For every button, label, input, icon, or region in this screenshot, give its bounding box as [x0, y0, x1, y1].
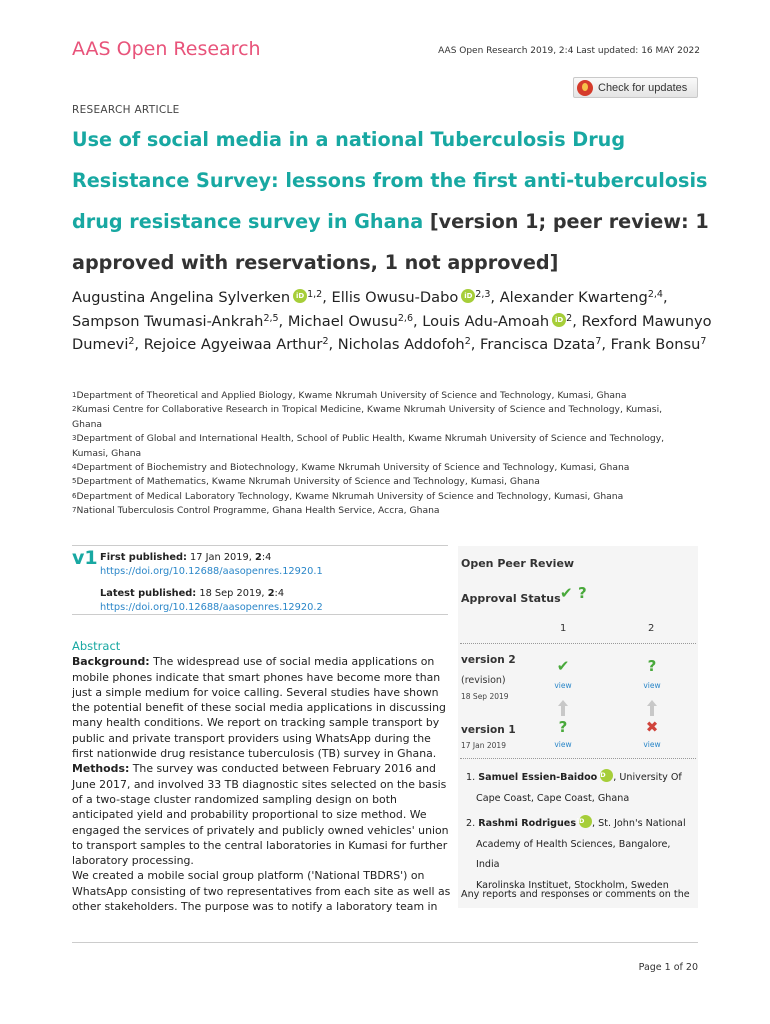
affiliation-number: 6 [72, 491, 77, 500]
affiliation-item [72, 432, 692, 461]
author-affiliation-sup: 2 [464, 336, 471, 347]
orcid-icon[interactable]: iD [461, 289, 475, 303]
affiliation-item [72, 389, 692, 403]
title-main: Use of social media in a national Tuberculosis Drug Resistance Survey: lessons from the first anti-tuberculosis drug resistance survey in Ghana [72, 128, 708, 233]
author-affiliation-sup: 2,4 [647, 289, 663, 300]
author-separator: , [490, 289, 500, 306]
latest-doi-link[interactable]: https://doi.org/10.12688/aasopenres.12920.2 [100, 602, 323, 613]
abstract [72, 639, 452, 914]
author-affiliation-sup: 7 [700, 336, 707, 347]
author-separator: , [572, 312, 582, 330]
affiliation-item [72, 461, 692, 475]
approval-status-label: Approval Status [461, 592, 561, 605]
background-text: The widespread use of social media applications on mobile phones indicate that smart phones have become more than just a simple medium for voice calling. Several studies have shown the potential benefit of these social media applications in discussing many health conditions. We report on tracking sample transport by public and private transport providers using WhatsApp during the first nationwide drug resistance tuberculosis (TB) survey in Ghana. [72, 655, 446, 761]
first-doi-link[interactable]: https://doi.org/10.12688/aasopenres.12920.1 [100, 566, 323, 577]
divider [72, 942, 698, 943]
reviewer-entry [466, 814, 696, 896]
affiliation-text: Department of Theoretical and Applied Biology, Kwame Nkrumah University of Science and Technology, Kumasi, Ghana [76, 390, 627, 401]
publication-info [100, 551, 323, 623]
author-name[interactable]: Louis Adu-Amoah [422, 312, 550, 330]
affiliation-text: National Tuberculosis Control Programme, Ghana Health Service, Accra, Ghana [76, 505, 440, 517]
author-affiliation-sup: 2 [566, 312, 573, 324]
affiliation-number: 4 [72, 463, 77, 472]
orcid-icon[interactable]: iD [579, 815, 592, 828]
author-affiliation-sup: 2,5 [263, 312, 279, 324]
reviewer-name[interactable]: Samuel Essien-Baidoo [478, 772, 598, 783]
version-2-revision: (revision) [461, 675, 506, 686]
affiliation-list [72, 389, 692, 519]
latest-published-date: 18 Sep 2019, [199, 588, 265, 599]
author-affiliation-sup: 7 [595, 336, 602, 347]
question-icon: ? [578, 584, 587, 602]
affiliation-item [72, 490, 692, 504]
author-separator: , [470, 336, 481, 353]
affiliation-item [72, 504, 692, 518]
author-name[interactable]: Ellis Owusu-Dabo [331, 289, 459, 306]
first-published-label: First published: [100, 552, 187, 563]
reviewer-name[interactable]: Rashmi Rodrigues [478, 818, 577, 829]
latest-published-issue: :4 [274, 588, 285, 599]
methods-text: The survey was conducted between February 2016 and June 2017, and involved 33 TB diagnostic sites selected on the basis of a two-stage cluster randomized sampling design on both anticipated yield and probability proportional to size method. We engaged the services of privately and publicly owned vehicles' union to transport samples to the central laboratories in Kumasi for further laboratory processing. [72, 762, 449, 868]
author-name[interactable]: Rejoice Agyeiwaa Arthur [143, 336, 323, 353]
affiliation-text: Kumasi Centre for Collaborative Research in Tropical Medicine, Kwame Nkrumah University of Science and Technology, Kumasi, Ghana [72, 404, 663, 430]
reviewer-affiliation: Karolinska Instituet, Stockholm, Sweden [476, 879, 669, 891]
question-icon: ? [647, 657, 657, 675]
abstract-heading: Abstract [72, 639, 121, 653]
reviewer-affiliation: , University Of [613, 772, 682, 783]
abstract-background [72, 654, 452, 761]
background-label: Background: [72, 655, 150, 669]
author-name[interactable]: Augustina Angelina Sylverken [72, 289, 291, 306]
author-name[interactable]: Michael Owusu [287, 312, 398, 330]
version-2-label: version 2 [461, 654, 516, 666]
version-2-date: 18 Sep 2019 [461, 692, 509, 701]
author-affiliation-sup: 2 [128, 336, 135, 347]
methods-label: Methods: [72, 762, 130, 776]
version-1-date: 17 Jan 2019 [461, 741, 506, 750]
divider [72, 545, 448, 546]
cross-icon: ✖ [645, 718, 659, 736]
affiliation-text: Department of Global and International Health, School of Public Health, Kwame Nkrumah University of Science and Technology, Kumasi, Ghana [72, 433, 665, 459]
reviewer-affiliation: Cape Coast, Cape Coast, Ghana [476, 792, 630, 804]
divider [460, 643, 696, 644]
author-separator: , [662, 289, 668, 306]
author-name[interactable]: Frank Bonsu [610, 336, 701, 353]
affiliation-item [72, 475, 692, 489]
affiliation-text: Department of Medical Laboratory Technology, Kwame Nkrumah University of Science and Technology, Kumasi, Ghana [76, 490, 624, 502]
affiliation-number: 3 [72, 434, 77, 443]
latest-published-label: Latest published: [100, 588, 197, 599]
view-report-link[interactable]: view [554, 681, 572, 690]
reviewer-number: 2. [466, 818, 476, 829]
author-name[interactable]: Rexford Mawunyo Dumevi [72, 312, 712, 353]
affiliation-number: 7 [72, 506, 77, 515]
check-for-updates-label: Check for updates [598, 81, 688, 94]
affiliation-text: Department of Biochemistry and Biotechnology, Kwame Nkrumah University of Science and Technology, Kumasi, Ghana [76, 462, 630, 474]
affiliation-number: 2 [72, 405, 77, 414]
author-name[interactable]: Francisca Dzata [480, 336, 596, 353]
check-icon: ✔ [556, 657, 570, 675]
affiliation-text: Department of Mathematics, Kwame Nkrumah University of Science and Technology, Kumasi, Ghana [76, 476, 540, 488]
author-name[interactable]: Sampson Twumasi-Ankrah [72, 312, 264, 330]
author-affiliation-sup: 2 [322, 336, 329, 347]
view-report-link[interactable]: view [643, 681, 661, 690]
reviewer-affiliation: , St. John's National [592, 818, 686, 829]
title-version-note: [version 1; peer review: 1 approved with reservations, 1 not approved] [72, 210, 709, 274]
author-affiliation-sup: 2,6 [397, 312, 413, 324]
peer-review-title: Open Peer Review [461, 557, 575, 570]
author-affiliation-sup: 1,2 [307, 289, 323, 300]
orcid-icon[interactable]: iD [600, 769, 613, 782]
abstract-methods [72, 761, 452, 868]
version-1-label: version 1 [461, 724, 516, 736]
question-icon: ? [558, 718, 568, 736]
check-for-updates-button[interactable] [573, 77, 698, 98]
article-title [72, 119, 712, 283]
author-separator: , [601, 336, 611, 353]
author-separator: , [134, 336, 144, 353]
page-number: Page 1 of 20 [638, 962, 698, 973]
orcid-icon[interactable]: iD [293, 289, 307, 303]
affiliation-number: 1 [72, 391, 77, 399]
journal-brand[interactable]: AAS Open Research [72, 38, 261, 60]
author-name[interactable]: Nicholas Addofoh [337, 336, 465, 353]
author-list [72, 286, 712, 357]
view-report-link[interactable]: view [554, 740, 572, 749]
affiliation-item [72, 403, 692, 432]
running-head: AAS Open Research 2019, 2:4 Last updated: 16 MAY 2022 [438, 46, 700, 56]
author-affiliation-sup: 2,3 [475, 289, 491, 300]
author-separator: , [278, 312, 288, 330]
reviewer-column-1: 1 [560, 623, 567, 634]
reviewer-list [466, 768, 696, 901]
up-arrow-icon [558, 700, 568, 716]
crossmark-icon [577, 80, 593, 96]
first-published-volume: 2 [255, 552, 262, 563]
reports-note: Any reports and responses or comments on the [461, 889, 690, 900]
latest-published-volume: 2 [267, 588, 275, 599]
first-published-date: 17 Jan 2019, [190, 552, 252, 563]
open-peer-review-panel [458, 546, 698, 908]
reviewer-entry [466, 768, 696, 809]
reviewer-column-2: 2 [648, 623, 655, 634]
check-icon: ✔ [560, 584, 573, 602]
orcid-icon[interactable]: iD [552, 313, 566, 327]
author-separator: , [328, 336, 338, 353]
divider [460, 758, 696, 759]
first-published-issue: :4 [261, 552, 272, 563]
up-arrow-icon [647, 700, 657, 716]
view-report-link[interactable]: view [643, 740, 661, 749]
author-name[interactable]: Alexander Kwarteng [499, 289, 648, 306]
divider [72, 614, 448, 615]
author-separator: , [322, 289, 332, 306]
abstract-methods-continued: We created a mobile social group platform ('National TBDRS') on WhatsApp consisting of two representatives from each site as well as other stakeholders. The purpose was to notify a laboratory team in [72, 869, 451, 914]
author-separator: , [413, 312, 423, 330]
reviewer-affiliation: Academy of Health Sciences, Bangalore, India [476, 838, 671, 870]
version-badge: v1 [72, 547, 98, 569]
article-type: RESEARCH ARTICLE [72, 104, 180, 116]
reviewer-number: 1. [466, 772, 476, 783]
affiliation-number: 5 [72, 477, 77, 486]
